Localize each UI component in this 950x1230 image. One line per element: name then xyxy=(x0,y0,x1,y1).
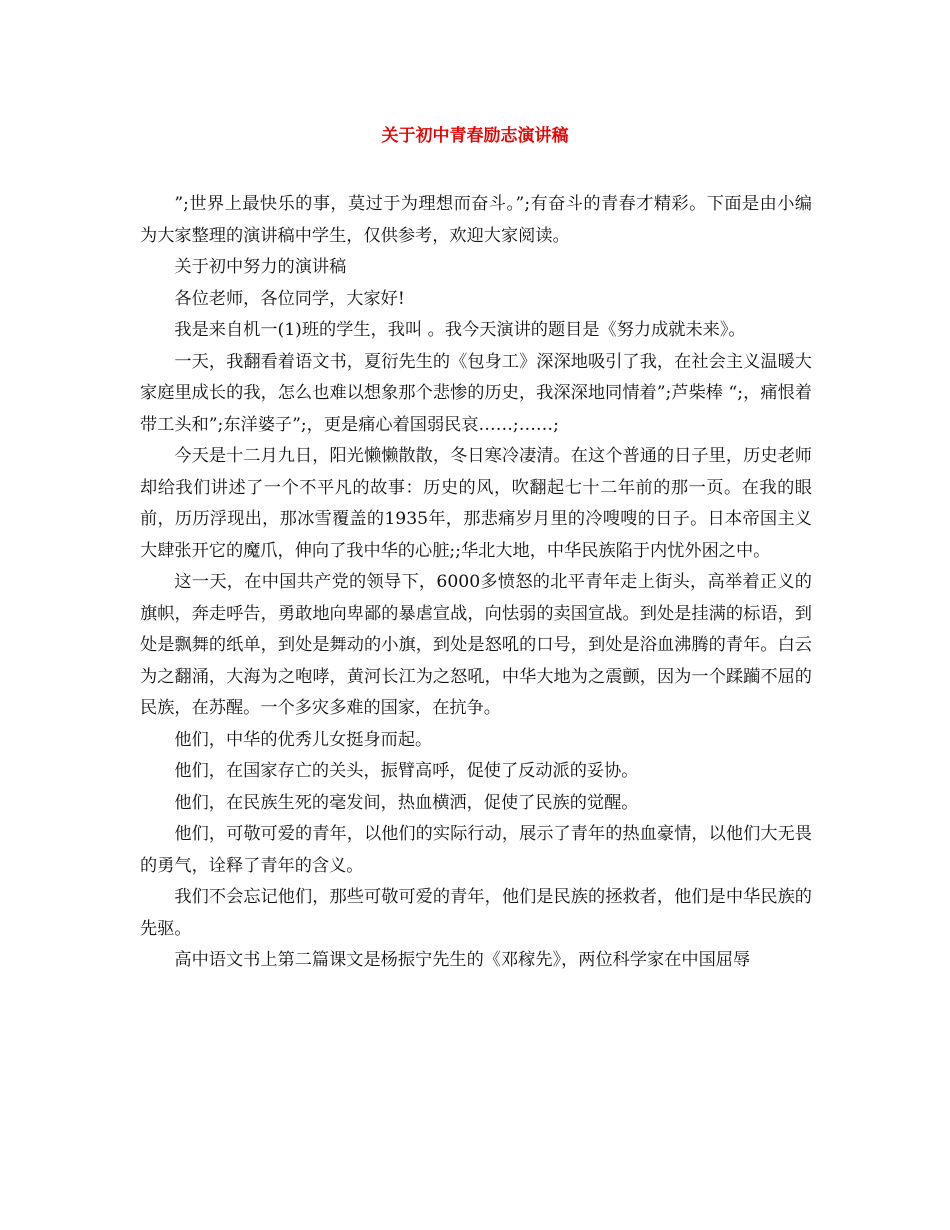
paragraph: 他们，可敬可爱的青年，以他们的实际行动，展示了青年的热血豪情，以他们大无畏的勇气，诠释了青年的含义。 xyxy=(140,824,812,876)
paragraph: 他们，中华的优秀儿女挺身而起。 xyxy=(174,729,433,750)
paragraph-intro: ”;世界上最快乐的事，莫过于为理想而奋斗。”;有奋斗的青春才精彩。下面是由小编为大家整理的演讲稿中学生，仅供参考，欢迎大家阅读。 xyxy=(140,194,812,246)
paragraph: 高中语文书上第二篇课文是杨振宁先生的《邓稼先》，两位科学家在中国屈辱 xyxy=(174,950,751,970)
paragraph: 他们，在国家存亡的关头，振臂高呼，促使了反动派的妥协。 xyxy=(174,761,639,781)
paragraph: 我们不会忘记他们，那些可敬可爱的青年，他们是民族的拯救者，他们是中华民族的先驱。 xyxy=(140,887,812,939)
document-body xyxy=(140,189,812,977)
paragraph: 一天，我翻看着语文书，夏衍先生的《包身工》深深地吸引了我，在社会主义温暖大家庭里成长的我，怎么也难以想象那个悲惨的历史，我深深地同情着”;芦柴棒 “;，痛恨着带工头和”;东洋婆子”;，更是痛心着国弱民哀……;……; xyxy=(140,351,812,435)
paragraph-greeting: 各位老师，各位同学，大家好! xyxy=(174,288,405,309)
paragraph: 他们，在民族生死的毫发间，热血横洒，促使了民族的觉醒。 xyxy=(174,792,639,813)
document-title: 关于初中青春励志演讲稿 xyxy=(381,126,569,146)
paragraph: 今天是十二月九日，阳光懒懒散散，冬日寒冷凄清。在这个普通的日子里，历史老师却给我们讲述了一个不平凡的故事：历史的风，吹翻起七十二年前的那一页。在我的眼前，历历浮现出，那冰雪覆盖的1935年，那悲痛岁月里的冷嗖嗖的日子。日本帝国主义大肆张开它的魔爪，伸向了我中华的心脏;;华北大地，中华民族陷于内忧外困之中。 xyxy=(140,446,812,561)
paragraph-self-intro: 我是来自机一(1)班的学生，我叫 。我今天演讲的题目是《努力成就未来》。 xyxy=(174,320,746,340)
paragraph-subtitle: 关于初中努力的演讲稿 xyxy=(174,257,347,277)
paragraph: 这一天，在中国共产党的领导下，6000多愤怒的北平青年走上街头，高举着正义的旗帜，奔走呼告，勇敢地向卑鄙的暴虐宣战，向怯弱的卖国宣战。到处是挂满的标语，到处是飘舞的纸单，到处是舞动的小旗，到处是怒吼的口号，到处是浴血沸腾的青年。白云为之翻涌，大海为之咆哮，黄河长江为之怒吼，中华大地为之震颤，因为一个蹂躏不屈的民族，在苏醒。一个多灾多难的国家，在抗争。 xyxy=(140,572,812,718)
